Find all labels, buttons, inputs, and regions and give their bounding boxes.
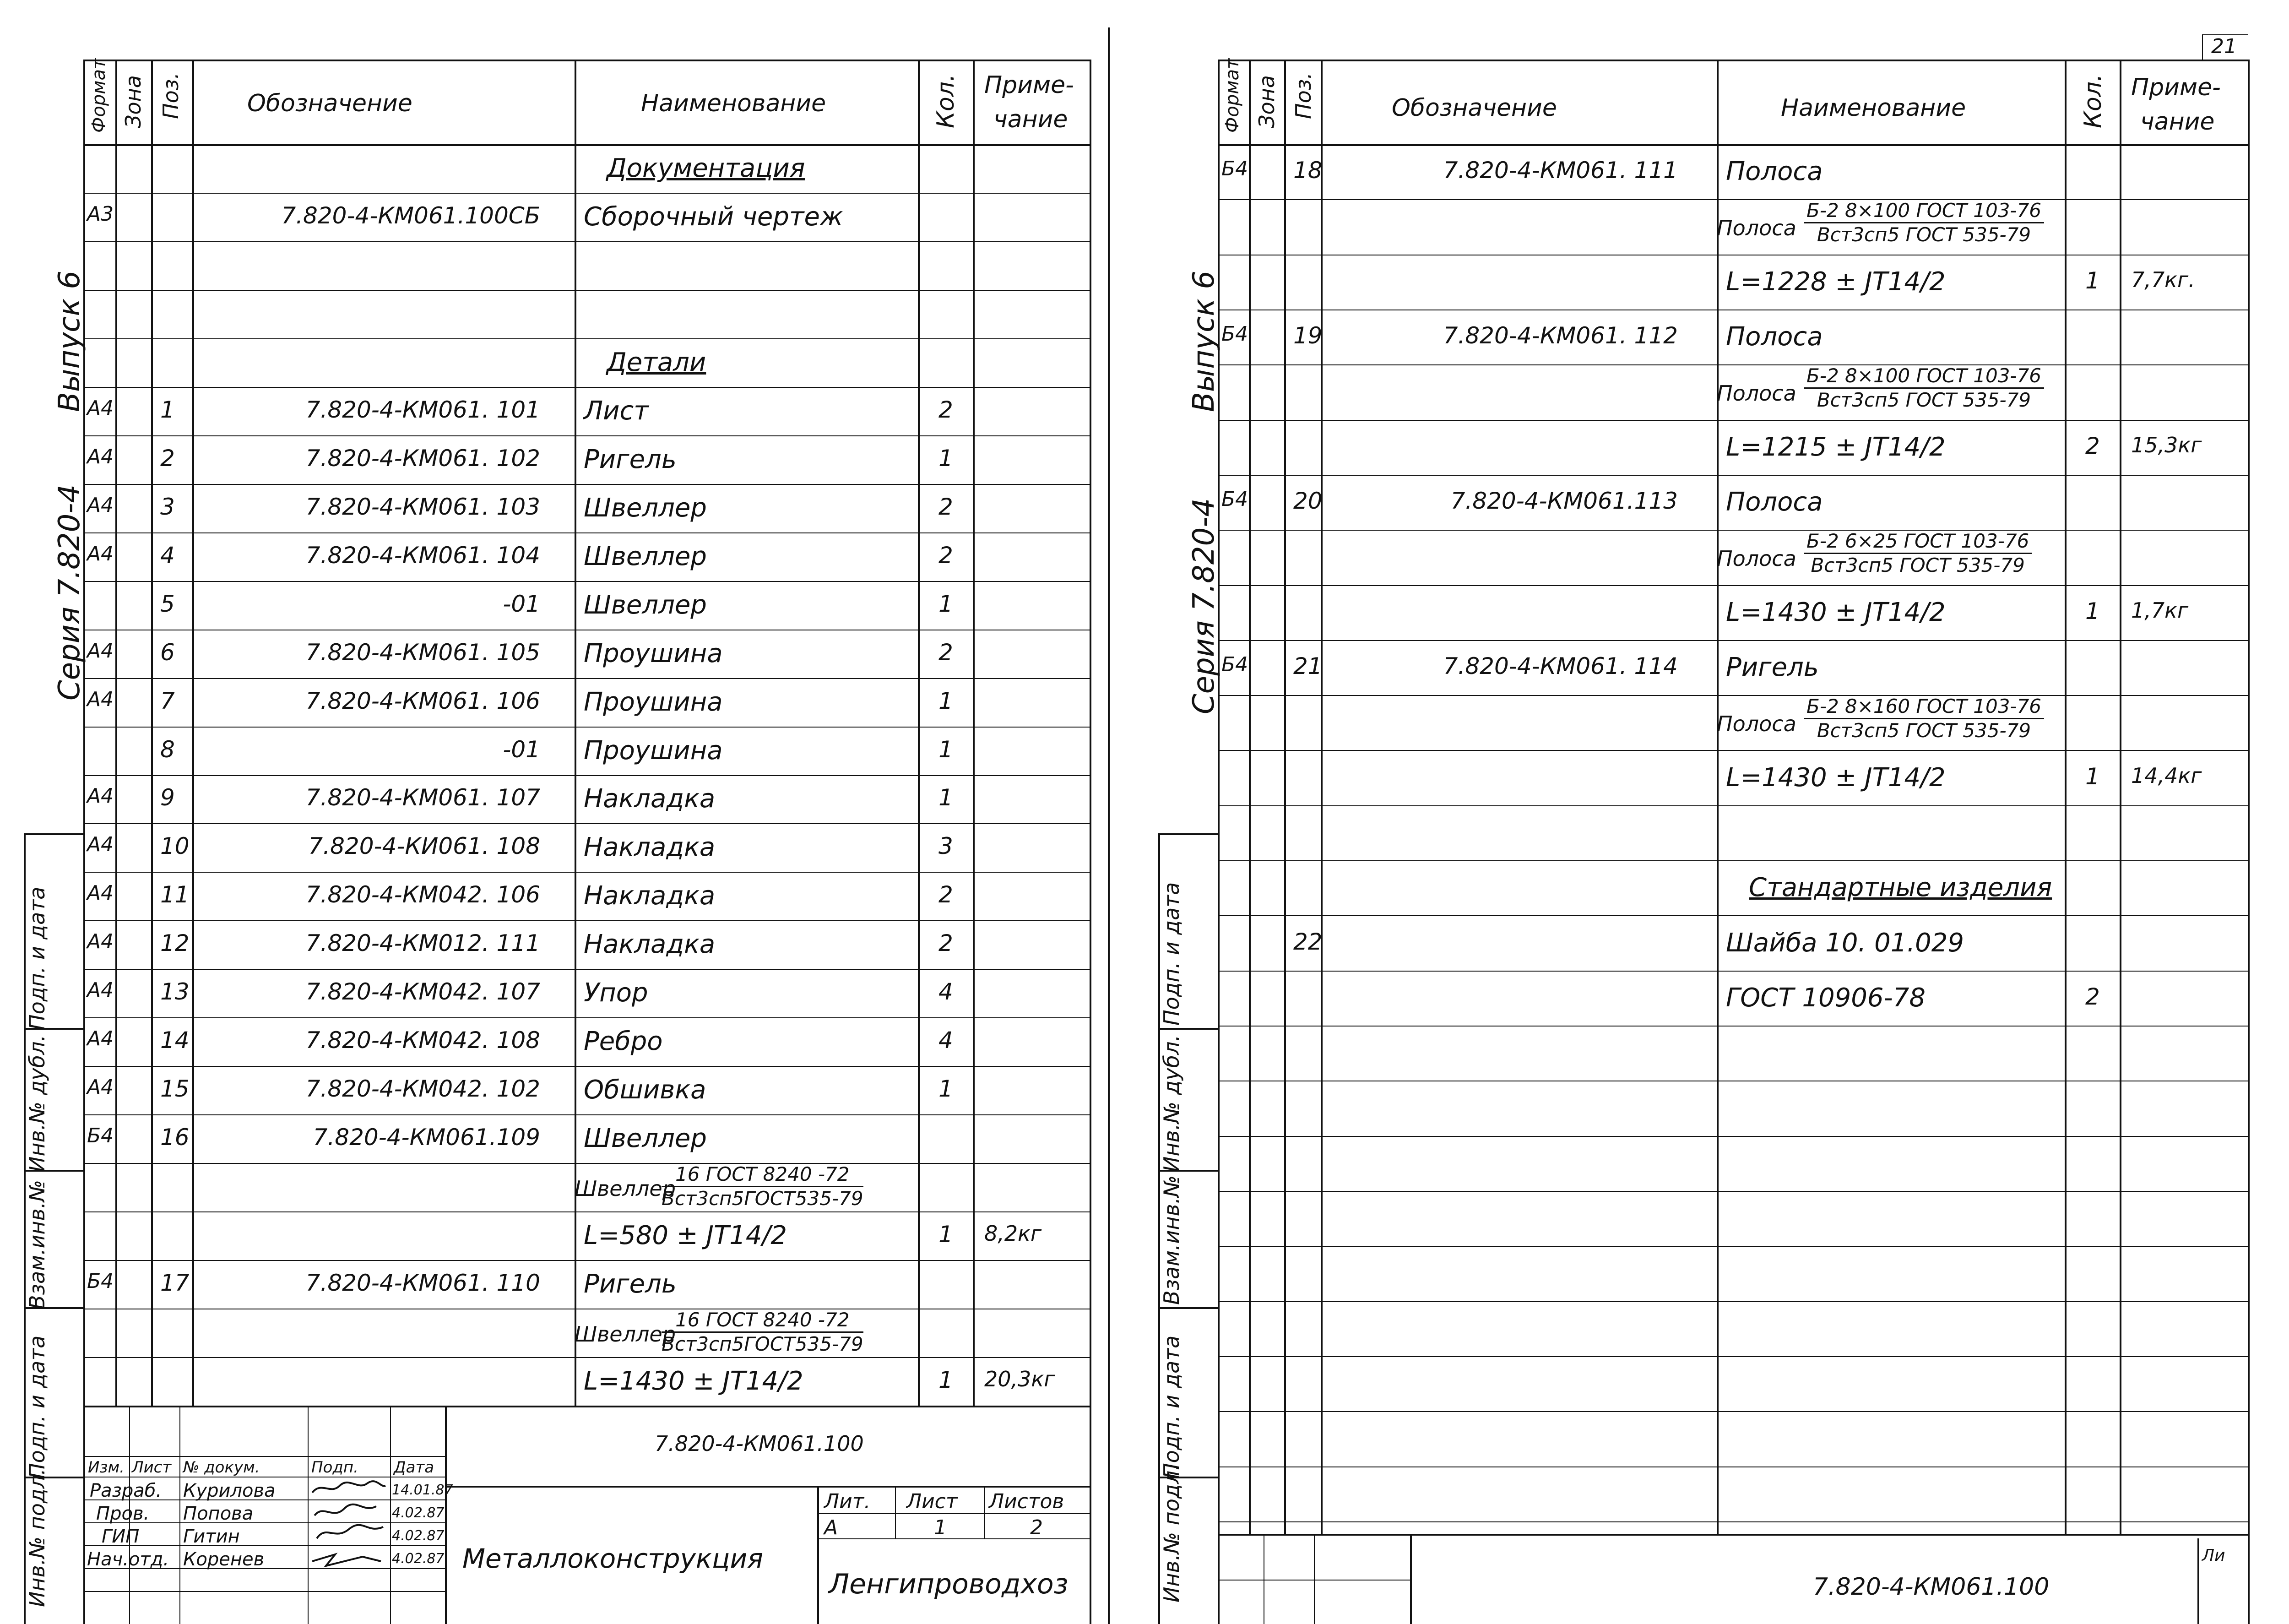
row-format: А4: [87, 1075, 114, 1099]
row-designation: 7.820-4-КМ061.100СБ: [281, 202, 540, 229]
col-format-header: Формат: [88, 58, 109, 133]
row-quantity: 1: [938, 736, 953, 763]
side-sign-date-label-right: Подп. и дата: [1159, 882, 1184, 1026]
r-col-note-header-1: Приме-: [2131, 74, 2221, 101]
stamp-name-4: Коренев: [183, 1549, 265, 1570]
row-name: Шайба 10. 01.029: [1726, 928, 1964, 958]
row-material-fraction: [662, 1310, 863, 1354]
side-series-label: Серия 7.820-4: [53, 484, 87, 701]
row-designation: 7.820-4-КМ061. 112: [1443, 322, 1678, 349]
r-col-pos-header: Поз.: [1291, 72, 1316, 119]
col-zone-header: Зона: [121, 75, 146, 128]
row-quantity: 1: [2085, 763, 2100, 790]
stamp-date-2: 4.02.87: [392, 1505, 445, 1521]
row-quantity: 3: [938, 833, 953, 859]
row-designation: 7.820-4-КМ012. 111: [305, 930, 540, 956]
row-designation: 7.820-4-КМ061. 107: [305, 784, 540, 811]
stamp-date-3: 4.02.87: [392, 1528, 445, 1544]
row-material-prefix: Полоса: [1717, 216, 1796, 240]
row-material-fraction: [1804, 697, 2044, 740]
fraction-denominator: Вст3сп5 ГОСТ 535-79: [1817, 719, 2031, 742]
side-series-label-right: Серия 7.820-4: [1187, 498, 1221, 714]
stamp-sheet-value: 1: [934, 1516, 947, 1539]
row-quantity: 1: [2085, 598, 2100, 625]
row-format: А4: [87, 784, 114, 808]
row-quantity: 1: [938, 1075, 953, 1102]
stamp-col-date: Дата: [394, 1458, 434, 1477]
stamp-name-1: Курилова: [183, 1480, 276, 1501]
row-quantity: 2: [2085, 983, 2100, 1010]
row-material-fraction: [1804, 532, 2032, 575]
row-position: 15: [160, 1075, 190, 1102]
row-quantity: 1: [938, 591, 953, 617]
row-material-prefix: Швеллер: [575, 1322, 676, 1347]
r-col-designation-header: Обозначение: [1392, 94, 1557, 122]
stamp-col-doc: № докум.: [183, 1458, 260, 1477]
col-note-header-1: Приме-: [984, 71, 1074, 99]
left-sheet: [0, 0, 1135, 1624]
row-position: 6: [160, 639, 175, 666]
stamp-sheet-header: Лист: [906, 1490, 958, 1513]
side-dup-label: Инв.№ дубл.: [25, 1034, 49, 1172]
row-material-fraction: [1804, 201, 2044, 244]
row-format: Б4: [1221, 488, 1248, 511]
row-quantity: 4: [938, 1027, 953, 1054]
row-designation: 7.820-4-КМ061. 111: [1443, 157, 1678, 184]
row-note: 14,4кг: [2131, 763, 2202, 788]
fraction-denominator: Вст3сп5 ГОСТ 535-79: [1811, 554, 2025, 576]
row-quantity: 2: [938, 881, 953, 908]
row-note: 15,3кг: [2131, 433, 2202, 457]
side-issue-label: Выпуск 6: [53, 270, 87, 412]
row-position: 13: [160, 978, 190, 1005]
fraction-denominator: Вст3сп5ГОСТ535-79: [662, 1187, 863, 1210]
row-name: ГОСТ 10906-78: [1726, 983, 1926, 1013]
row-quantity: 2: [2085, 433, 2100, 459]
row-name: Сборочный чертеж: [584, 202, 843, 232]
stamp-role-3: ГИП: [102, 1526, 140, 1547]
row-designation: 7.820-4-КМ042. 106: [305, 881, 540, 908]
row-designation: 7.820-4-КМ061. 106: [305, 688, 540, 714]
row-name: Ребро: [584, 1027, 663, 1056]
row-format: А4: [87, 639, 114, 663]
stamp-role-4: Нач.отд.: [87, 1549, 169, 1570]
row-name: Стандартные изделия: [1749, 873, 2052, 902]
row-designation: 7.820-4-КМ061. 105: [305, 639, 540, 666]
row-name: Проушина: [584, 687, 723, 717]
row-name: Документация: [607, 153, 805, 183]
row-material-prefix: Швеллер: [575, 1176, 676, 1201]
row-name: Ригель: [584, 445, 677, 474]
row-designation: 7.820-4-КМ061. 102: [305, 445, 540, 472]
r-col-note-header-2: чание: [2140, 108, 2215, 136]
row-format: Б4: [1221, 322, 1248, 346]
row-quantity: 1: [938, 1367, 953, 1393]
stamp-name-2: Попова: [183, 1503, 254, 1524]
stamp-role-1: Разраб.: [90, 1480, 162, 1501]
row-designation: 7.820-4-КМ061. 103: [305, 494, 540, 520]
right-sheet: [1135, 0, 2289, 1624]
row-name: Швеллер: [584, 493, 707, 523]
r-col-zone-header: Зона: [1254, 75, 1279, 128]
row-format: Б4: [1221, 157, 1248, 180]
row-designation: 7.820-4-КМ042. 102: [305, 1075, 540, 1102]
row-name: Швеллер: [584, 1124, 707, 1153]
side-issue-label-right: Выпуск 6: [1187, 270, 1221, 412]
row-name: Накладка: [584, 929, 716, 959]
row-quantity: 2: [938, 396, 953, 423]
row-position: 17: [160, 1270, 190, 1296]
signature-scribbles: [308, 1477, 390, 1591]
row-quantity: 1: [938, 1221, 953, 1248]
stamp-sheets-value: 2: [1030, 1516, 1043, 1539]
fraction-numerator: Б-2 8×100 ГОСТ 103-76: [1804, 201, 2044, 223]
row-designation: 7.820-4-КМ061.113: [1450, 488, 1678, 514]
row-name: Упор: [584, 978, 648, 1008]
row-quantity: 1: [938, 688, 953, 714]
row-note: 7,7кг.: [2131, 267, 2195, 292]
row-name: Накладка: [584, 881, 716, 911]
row-name: L=1430 ± JT14/2: [1726, 763, 1946, 793]
row-name: Полоса: [1726, 322, 1823, 352]
row-position: 4: [160, 542, 175, 569]
fraction-numerator: 16 ГОСТ 8240 -72: [662, 1310, 863, 1333]
row-material-fraction: [662, 1165, 863, 1208]
row-name: Швеллер: [584, 590, 707, 620]
stamp-org: Ленгипроводхоз: [829, 1568, 1069, 1600]
fraction-numerator: 16 ГОСТ 8240 -72: [662, 1165, 863, 1187]
row-designation: 7.820-4-КИ061. 108: [308, 833, 540, 859]
row-material-fraction: [1804, 366, 2044, 410]
r-col-qty-header: Кол.: [2079, 74, 2107, 128]
row-position: 16: [160, 1124, 190, 1151]
stamp-lit-header: Лит.: [824, 1490, 871, 1513]
row-position: 9: [160, 784, 175, 811]
row-name: Проушина: [584, 639, 723, 668]
row-designation: 7.820-4-КМ061.109: [313, 1124, 540, 1151]
row-name: L=1430 ± JT14/2: [1726, 597, 1946, 627]
right-stamp-code: 7.820-4-КМ061.100: [1813, 1573, 2050, 1601]
side-sign-date-label: Подп. и дата: [25, 886, 49, 1030]
row-designation: 7.820-4-КМ061. 114: [1443, 653, 1678, 679]
row-quantity: 2: [938, 542, 953, 569]
col-designation-header: Обозначение: [247, 90, 412, 117]
row-name: Ригель: [1726, 652, 1819, 682]
row-designation: -01: [503, 591, 540, 617]
fraction-denominator: Вст3сп5 ГОСТ 535-79: [1817, 389, 2031, 411]
stamp-lit-value: А: [824, 1516, 838, 1539]
row-position: 12: [160, 930, 190, 956]
row-name: L=1430 ± JT14/2: [584, 1366, 803, 1396]
row-name: Лист: [584, 396, 649, 426]
row-position: 2: [160, 445, 175, 472]
r-col-format-header: Формат: [1222, 58, 1243, 133]
row-quantity: 2: [938, 930, 953, 956]
row-quantity: 1: [938, 784, 953, 811]
row-format: А4: [87, 833, 114, 856]
stamp-date-4: 4.02.87: [392, 1551, 445, 1567]
row-format: Б4: [87, 1124, 114, 1147]
row-designation: -01: [503, 736, 540, 763]
stamp-name-3: Гитин: [183, 1526, 240, 1547]
row-position: 8: [160, 736, 175, 763]
row-quantity: 2: [938, 494, 953, 520]
row-format: А4: [87, 881, 114, 905]
row-position: 1: [160, 396, 175, 423]
row-name: Полоса: [1726, 487, 1823, 517]
col-pos-header: Поз.: [158, 72, 183, 119]
fraction-denominator: Вст3сп5ГОСТ535-79: [662, 1333, 863, 1355]
col-name-header: Наименование: [641, 90, 826, 117]
row-position: 18: [1293, 157, 1323, 184]
stamp-col-izm: Изм.: [88, 1458, 125, 1477]
row-format: А4: [87, 494, 114, 517]
stamp-col-sign: Подп.: [311, 1458, 358, 1477]
row-name: Проушина: [584, 736, 723, 766]
row-format: А4: [87, 445, 114, 468]
row-format: А4: [87, 1027, 114, 1050]
fraction-numerator: Б-2 8×100 ГОСТ 103-76: [1804, 366, 2044, 389]
row-designation: 7.820-4-КМ061. 104: [305, 542, 540, 569]
row-format: А4: [87, 396, 114, 420]
col-qty-header: Кол.: [932, 74, 960, 128]
row-quantity: 2: [938, 639, 953, 666]
row-designation: 7.820-4-КМ042. 108: [305, 1027, 540, 1054]
row-name: Ригель: [584, 1269, 677, 1299]
side-orig-label-right: Инв.№ подл.: [1159, 1464, 1184, 1602]
right-stamp-lit: Ли: [2202, 1546, 2225, 1565]
r-col-name-header: Наименование: [1781, 94, 1966, 122]
side-orig-label: Инв.№ подл.: [25, 1468, 49, 1607]
page-number: 21: [2211, 35, 2237, 58]
fraction-numerator: Б-2 8×160 ГОСТ 103-76: [1804, 697, 2044, 719]
row-name: Детали: [607, 348, 706, 377]
row-quantity: 4: [938, 978, 953, 1005]
side-swap-label: Взам.инв.№: [25, 1179, 49, 1309]
row-name: Накладка: [584, 832, 716, 862]
row-name: Обшивка: [584, 1075, 706, 1105]
row-designation: 7.820-4-КМ042. 107: [305, 978, 540, 1005]
row-position: 3: [160, 494, 175, 520]
row-format: А4: [87, 542, 114, 565]
row-format: Б4: [1221, 653, 1248, 676]
row-note: 20,3кг: [984, 1367, 1055, 1391]
row-format: А4: [87, 688, 114, 711]
side-swap-label-right: Взам.инв.№: [1159, 1175, 1184, 1305]
row-name: L=1215 ± JT14/2: [1726, 432, 1946, 462]
row-name: Полоса: [1726, 157, 1823, 186]
stamp-title: Металлоконструкция: [462, 1543, 764, 1574]
row-position: 10: [160, 833, 190, 859]
row-format: А4: [87, 930, 114, 953]
row-name: Швеллер: [584, 542, 707, 571]
row-position: 11: [160, 881, 190, 908]
row-designation: 7.820-4-КМ061. 101: [305, 396, 540, 423]
row-name: Накладка: [584, 784, 716, 814]
row-material-prefix: Полоса: [1717, 546, 1796, 571]
col-note-header-2: чание: [993, 106, 1068, 133]
stamp-role-2: Пров.: [96, 1503, 150, 1524]
row-designation: 7.820-4-КМ061. 110: [305, 1270, 540, 1296]
row-position: 20: [1293, 488, 1323, 514]
row-note: 8,2кг: [984, 1221, 1042, 1246]
stamp-date-1: 14.01.87: [392, 1482, 453, 1498]
row-position: 14: [160, 1027, 190, 1054]
row-position: 5: [160, 591, 175, 617]
fraction-denominator: Вст3сп5 ГОСТ 535-79: [1817, 223, 2031, 246]
row-position: 19: [1293, 322, 1323, 349]
row-quantity: 1: [938, 445, 953, 472]
row-position: 21: [1293, 653, 1323, 679]
row-position: 22: [1293, 929, 1323, 955]
row-material-prefix: Полоса: [1717, 381, 1796, 406]
row-format: Б4: [87, 1270, 114, 1293]
side-sign-date2-label: Подп. и дата: [25, 1335, 49, 1479]
fraction-numerator: Б-2 6×25 ГОСТ 103-76: [1804, 532, 2032, 554]
row-format: А3: [87, 202, 114, 226]
row-material-prefix: Полоса: [1717, 712, 1796, 736]
row-format: А4: [87, 978, 114, 1002]
stamp-sheets-header: Листов: [989, 1490, 1064, 1513]
row-name: L=1228 ± JT14/2: [1726, 267, 1946, 297]
row-position: 7: [160, 688, 175, 714]
row-note: 1,7кг: [2131, 598, 2189, 623]
side-dup-label-right: Инв.№ дубл.: [1159, 1034, 1184, 1172]
row-quantity: 1: [2085, 267, 2100, 294]
stamp-col-list: Лист: [132, 1458, 172, 1477]
row-name: L=580 ± JT14/2: [584, 1221, 787, 1250]
side-sign-date2-label-right: Подп. и дата: [1159, 1335, 1184, 1479]
stamp-doc-code: 7.820-4-КМ061.100: [655, 1431, 864, 1456]
